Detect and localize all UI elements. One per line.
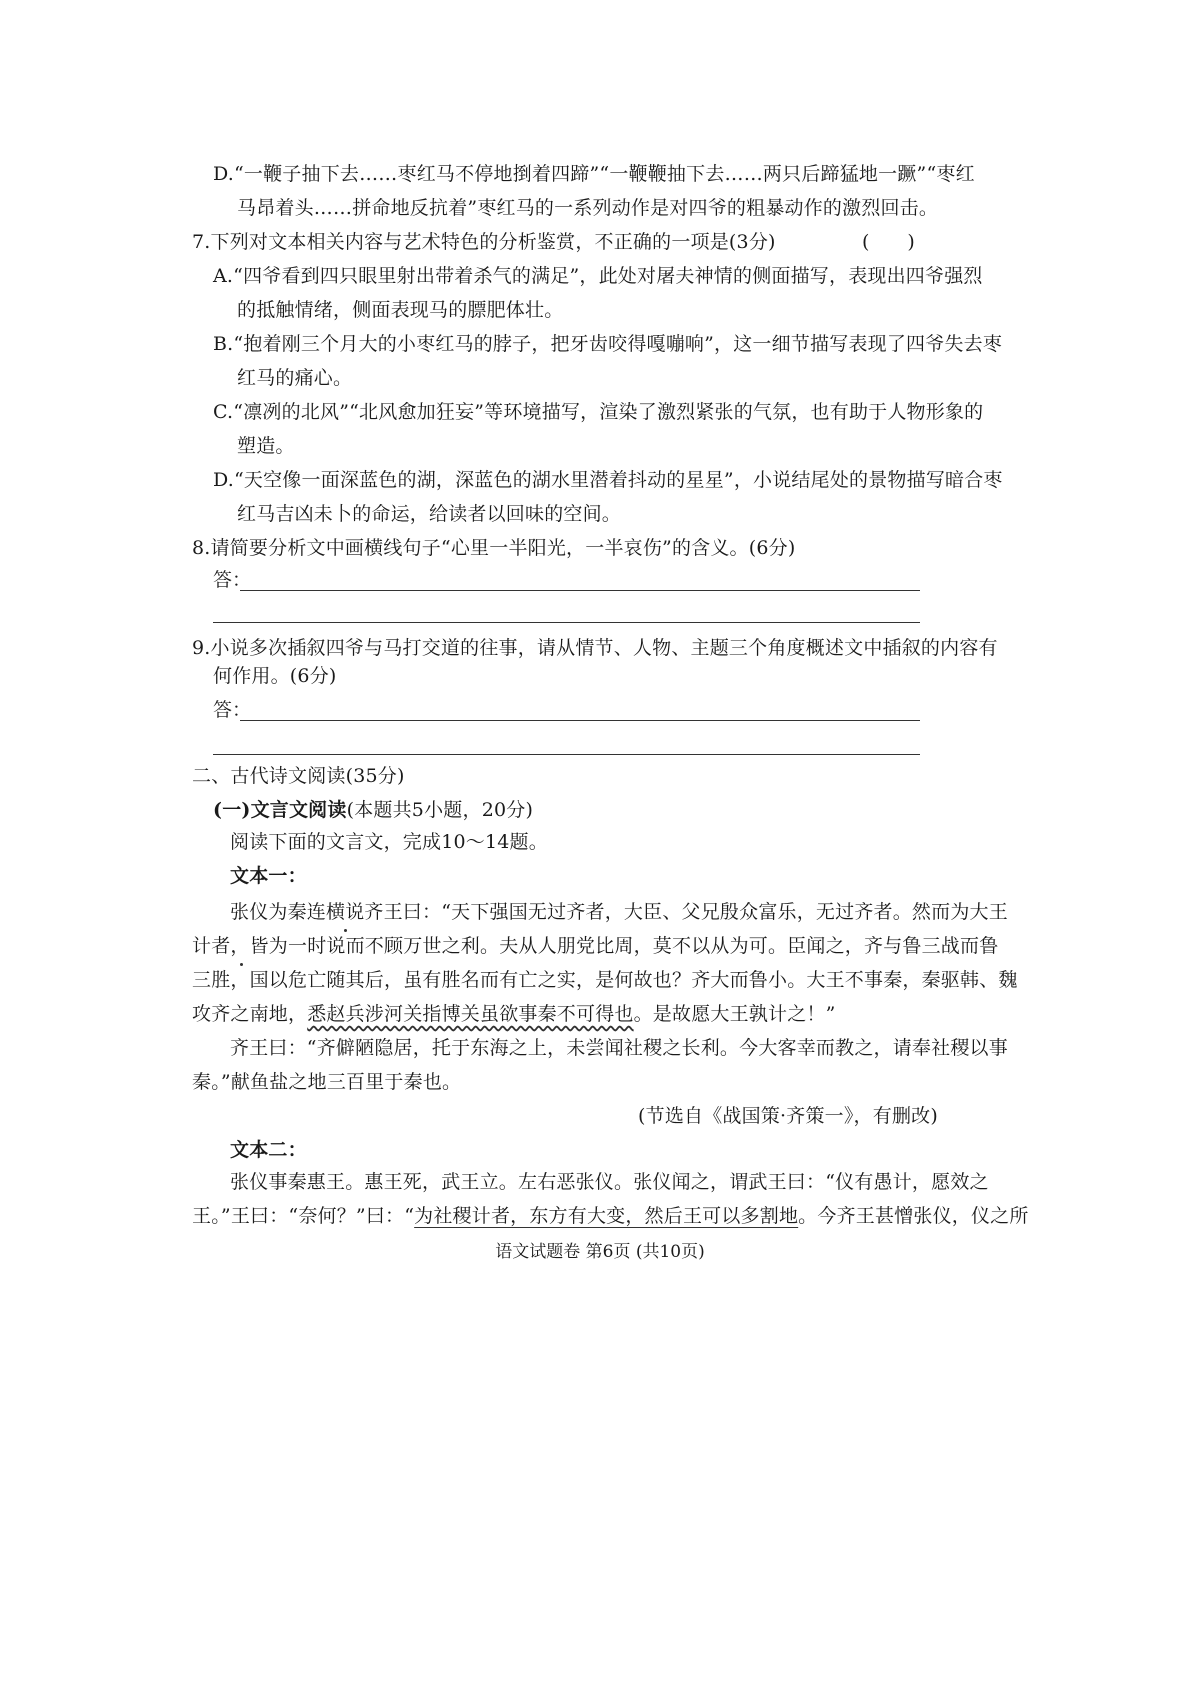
text2-p1-line2	[192, 1202, 1029, 1230]
text1-p1-line3: 三胜，国以危亡随其后，虽有胜名而有亡之实，是何故也？齐大而鲁小。大王不事秦，秦驱韩、魏	[192, 969, 1018, 991]
wavy-underlined-sentence: 悉赵兵涉河关指博关虽欲事秦不可得也	[307, 1003, 634, 1025]
text1-p2-line2: 秦。”献鱼盐之地三百里于秦也。	[192, 1071, 462, 1093]
text1-p2-line1: 齐王曰：“齐僻陋隐居，托于东海之上，未尝闻社稷之长利。今大客幸而教之，请奉社稷以事	[230, 1037, 1008, 1059]
q7-option-b-line2: 红马的痛心。	[237, 367, 353, 389]
text1-p1-line4	[192, 1000, 836, 1028]
section2-subtitle-bold: (一)文言文阅读	[213, 799, 347, 821]
q9-answer-label: 答：	[213, 699, 252, 721]
q7-option-c-line1: C.“凛冽的北风”“北风愈加狂妄”等环境描写，渲染了激烈紧张的气氛，也有助于人物形象的	[213, 401, 984, 423]
text2-p1-line2-pre: 王。”王曰：“奈何？”曰：“	[192, 1205, 415, 1227]
q7-option-b-line1: B.“抱着刚三个月大的小枣红马的脖子，把牙齿咬得嘎嘣响”，这一细节描写表现了四爷失去枣	[213, 333, 1003, 355]
text1-p1-line2: 计者，皆为一时说而不顾万世之利。夫从人朋党比周，莫不以从为可。臣闻之，齐与鲁三战而鲁	[192, 935, 999, 957]
underlined-sentence: 为社稷计者，东方有大变，然后王可以多割地	[414, 1205, 799, 1227]
q7-option-a-line2: 的抵触情绪，侧面表现马的膘肥体壮。	[237, 299, 564, 321]
q7-option-d-line2: 红马吉凶未卜的命运，给读者以回味的空间。	[237, 503, 622, 525]
q8-answer-label: 答：	[213, 569, 252, 591]
section2-subtitle	[213, 796, 533, 824]
text1-p1-line1: 张仪为秦连横说齐王曰：“天下强国无过齐者，大臣、父兄殷众富乐，无过齐者。然而为大王	[230, 901, 1008, 923]
q8-stem: 8.请简要分析文中画横线句子“心里一半阳光，一半哀伤”的含义。(6分)	[192, 537, 796, 559]
q9-stem-line1: 9.小说多次插叙四爷与马打交道的往事，请从情节、人物、主题三个角度概述文中插叙的内容有	[192, 637, 998, 659]
section2-subtitle-rest: (本题共5小题，20分)	[346, 799, 534, 821]
page-footer: 语文试题卷 第6页 (共10页)	[495, 1242, 705, 1262]
text1-p1-line4-pre: 攻齐之南地，	[192, 1003, 308, 1025]
q9-answer-line-1[interactable]	[240, 720, 920, 721]
q7-option-c-line2: 塑造。	[237, 435, 295, 457]
q7-stem: 7.下列对文本相关内容与艺术特色的分析鉴赏，不正确的一项是(3分)	[192, 231, 776, 253]
text1-p1-line4-post: 。是故愿大王孰计之！”	[633, 1003, 836, 1025]
q7-answer-paren: ( )	[862, 231, 915, 253]
q9-stem-line2: 何作用。(6分)	[213, 665, 337, 687]
text2-p1-line1: 张仪事秦惠王。惠王死，武王立。左右恶张仪。张仪闻之，谓武王曰：“仪有愚计，愿效之	[230, 1171, 989, 1193]
text1-label: 文本一：	[230, 865, 307, 887]
section2-title: 二、古代诗文阅读(35分)	[192, 765, 405, 787]
q6-option-d-line2: 马昂着头……拼命地反抗着”枣红马的一系列动作是对四爷的粗暴动作的激烈回击。	[237, 197, 939, 219]
q8-answer-line-2[interactable]	[213, 622, 920, 623]
section2-instruction: 阅读下面的文言文，完成10～14题。	[230, 831, 548, 853]
q9-answer-line-2[interactable]	[213, 754, 920, 755]
text1-source: (节选自《战国策·齐策一》，有删改)	[638, 1105, 938, 1127]
q6-option-d-line1: D.“一鞭子抽下去……枣红马不停地捯着四蹄”“一鞭鞭抽下去……两只后蹄猛地一蹶”“枣红	[213, 163, 975, 185]
text2-label: 文本二：	[230, 1139, 307, 1161]
q7-option-d-line1: D.“天空像一面深蓝色的湖，深蓝色的湖水里潜着抖动的星星”，小说结尾处的景物描写暗合枣	[213, 469, 1003, 491]
q7-option-a-line1: A.“四爷看到四只眼里射出带着杀气的满足”，此处对屠夫神情的侧面描写，表现出四爷强烈	[213, 265, 983, 287]
q8-answer-line-1[interactable]	[240, 590, 920, 591]
text2-p1-line2-post: 。今齐王甚憎张仪，仪之所	[798, 1205, 1029, 1227]
